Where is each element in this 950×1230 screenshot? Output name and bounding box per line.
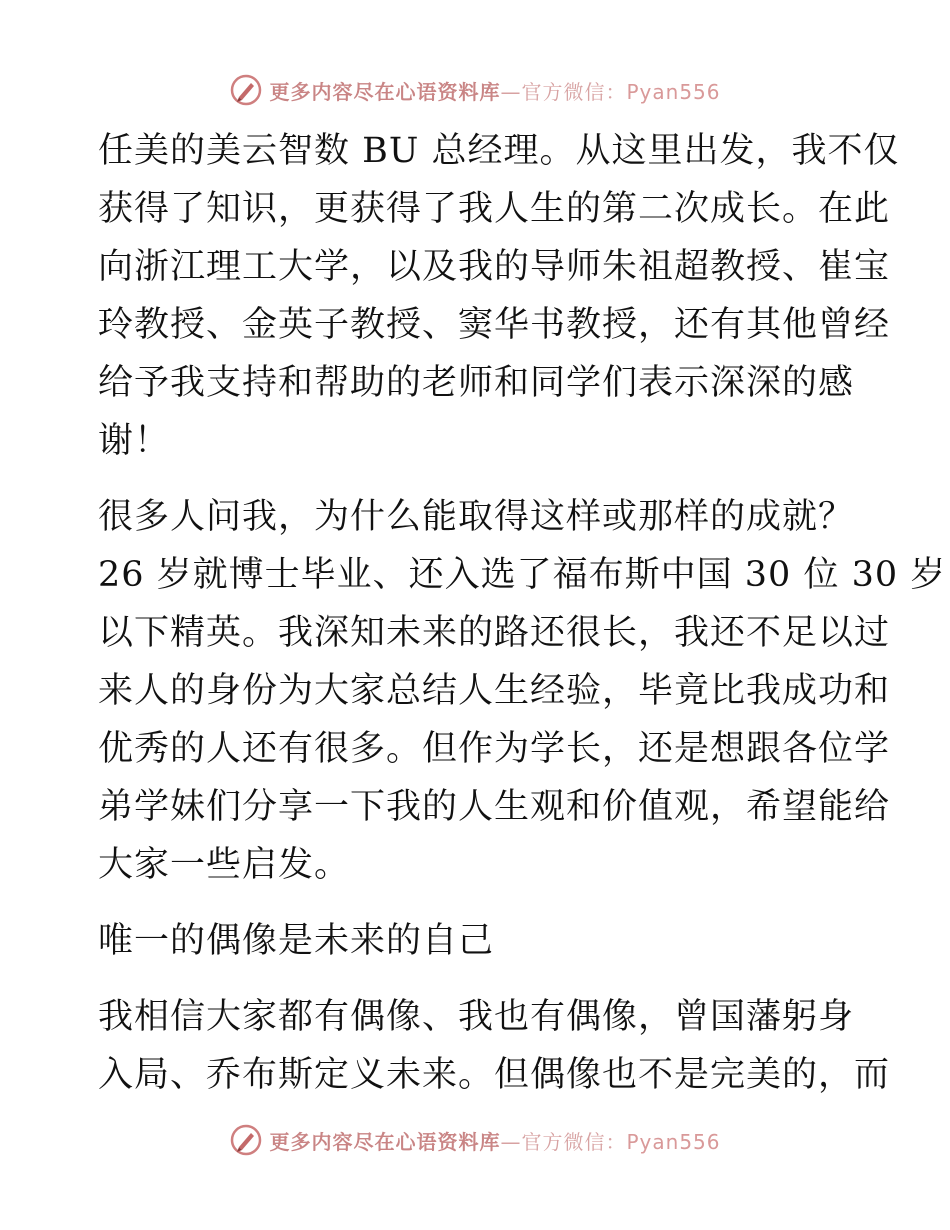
pen-logo-icon bbox=[229, 73, 263, 107]
text-line: 入局、乔布斯定义未来。但偶像也不是完美的，而 bbox=[98, 1055, 891, 1095]
text-line: 获得了知识，更获得了我人生的第二次成长。在此 bbox=[98, 189, 891, 229]
text-line: 26 岁就博士毕业、还入选了福布斯中国 30 位 30 岁 bbox=[98, 555, 947, 595]
text-line: 玲教授、金英子教授、窦华书教授，还有其他曾经 bbox=[98, 305, 891, 345]
text-line: 来人的身份为大家总结人生经验，毕竟比我成功和 bbox=[98, 671, 891, 711]
text-line: 以下精英。我深知未来的路还很长，我还不足以过 bbox=[98, 613, 891, 653]
heading-line: 唯一的偶像是未来的自己 bbox=[98, 921, 495, 961]
watermark-wechat-id: Pyan556 bbox=[626, 1129, 721, 1154]
text-line: 优秀的人还有很多。但作为学长，还是想跟各位学 bbox=[98, 729, 891, 769]
paragraph-idols bbox=[98, 988, 891, 1104]
watermark-brand: 更多内容尽在心语资料库 bbox=[269, 79, 501, 104]
text-line: 给予我支持和帮助的老师和同学们表示深深的感 bbox=[98, 363, 855, 403]
footer-watermark bbox=[0, 1120, 950, 1160]
paragraph-thanks bbox=[98, 122, 900, 470]
watermark-wechat-label: 官方微信： bbox=[521, 79, 627, 104]
paragraph-achievements bbox=[98, 488, 947, 894]
watermark-brand: 更多内容尽在心语资料库 bbox=[269, 1129, 501, 1154]
watermark-wechat-label: 官方微信： bbox=[521, 1129, 627, 1154]
watermark-text bbox=[269, 1126, 720, 1155]
watermark-text bbox=[269, 76, 720, 105]
pen-logo-icon bbox=[229, 1123, 263, 1157]
section-heading bbox=[98, 912, 858, 970]
text-line: 我相信大家都有偶像、我也有偶像，曾国藩躬身 bbox=[98, 997, 855, 1037]
header-watermark bbox=[0, 70, 950, 110]
text-line: 大家一些启发。 bbox=[98, 845, 351, 885]
text-line: 谢！ bbox=[98, 421, 171, 461]
text-line: 很多人问我，为什么能取得这样或那样的成就？ bbox=[98, 497, 855, 537]
text-line: 弟学妹们分享一下我的人生观和价值观，希望能给 bbox=[98, 787, 891, 827]
text-line: 向浙江理工大学，以及我的导师朱祖超教授、崔宝 bbox=[98, 247, 891, 287]
document-body bbox=[98, 122, 947, 1122]
watermark-dash: — bbox=[500, 1129, 522, 1154]
watermark-dash: — bbox=[500, 79, 522, 104]
text-line: 任美的美云智数 BU 总经理。从这里出发，我不仅 bbox=[98, 131, 900, 171]
watermark-wechat-id: Pyan556 bbox=[626, 79, 721, 104]
